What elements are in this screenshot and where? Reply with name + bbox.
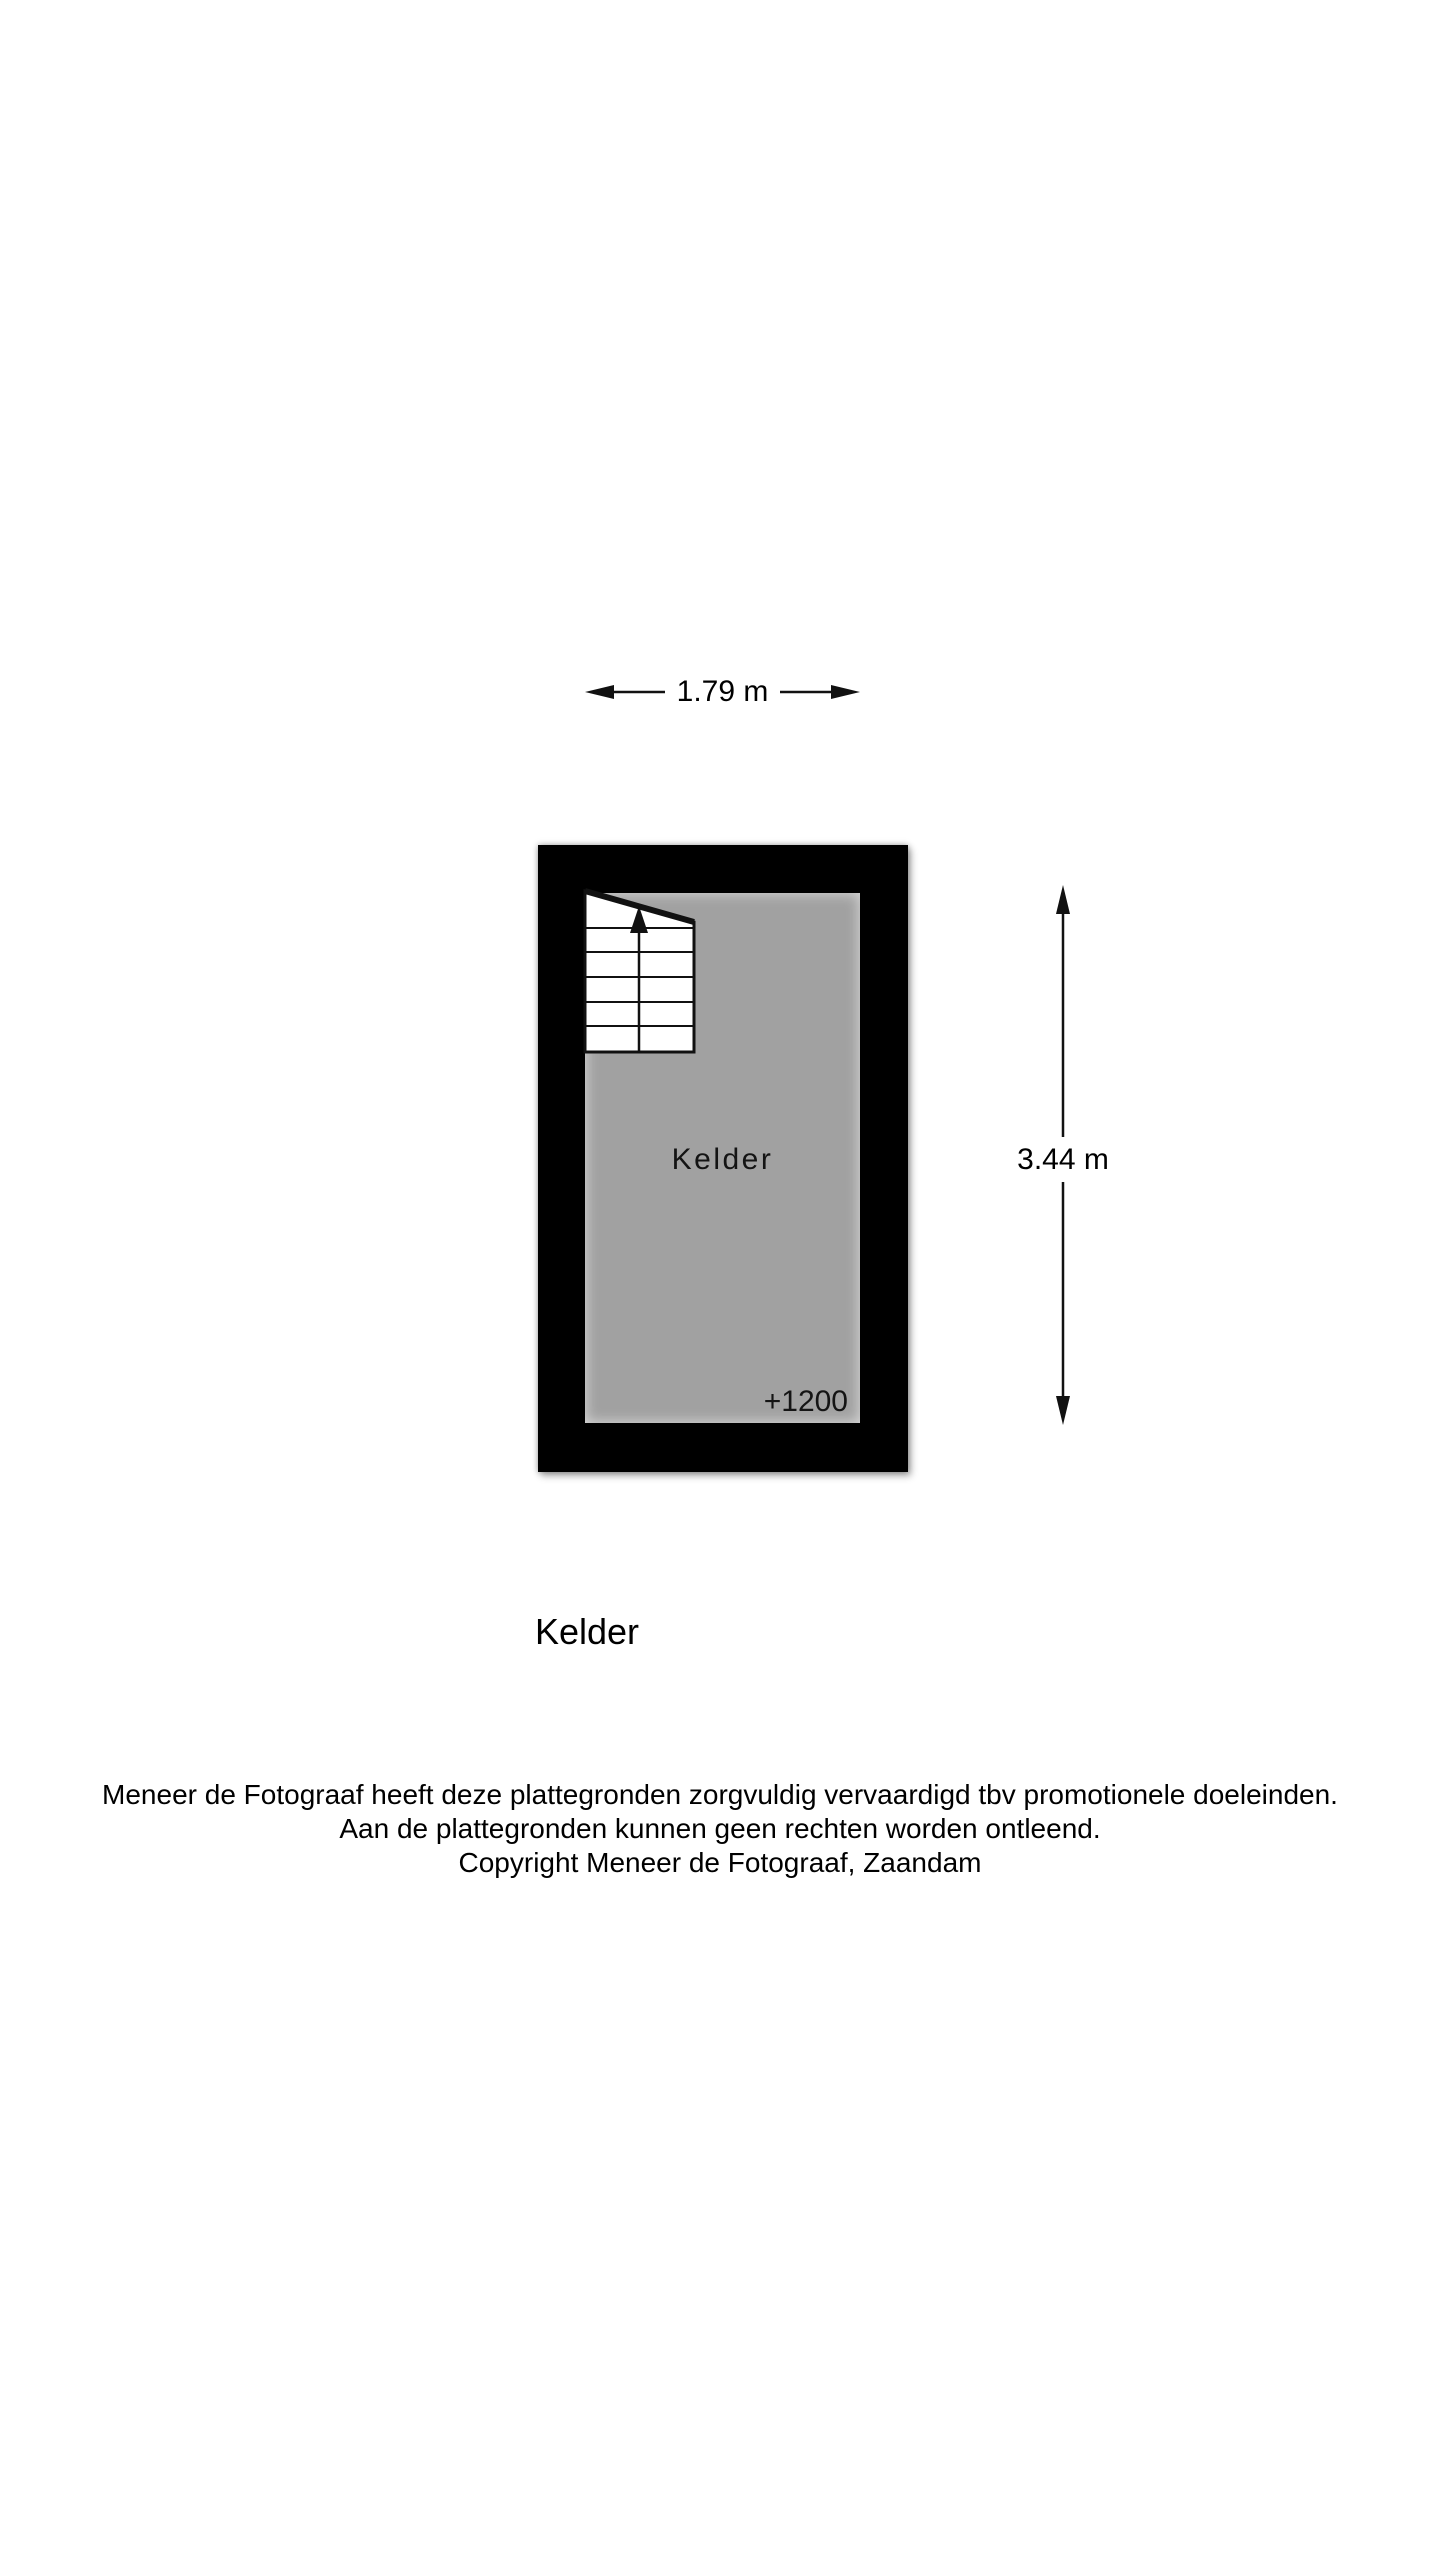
- arrow-up-icon: [1056, 885, 1070, 914]
- disclaimer: [0, 1778, 1440, 1880]
- disclaimer-line: Meneer de Fotograaf heeft deze plattegronden zorgvuldig vervaardigd tbv promotionele doeleinden.: [102, 1779, 1338, 1810]
- disclaimer-line: Aan de plattegronden kunnen geen rechten worden ontleend.: [339, 1813, 1101, 1844]
- level-annotation: +1200: [763, 1385, 848, 1418]
- height-dimension-value: 3.44 m: [1013, 1137, 1113, 1182]
- disclaimer-line: Copyright Meneer de Fotograaf, Zaandam: [458, 1847, 982, 1878]
- arrow-down-icon: [1056, 1396, 1070, 1425]
- width-dimension-label: [585, 672, 860, 712]
- room-name-label: Kelder: [671, 1143, 774, 1176]
- height-dimension-label: [963, 1140, 1163, 1180]
- plan-caption-title: Kelder: [534, 1611, 640, 1652]
- width-dimension-value: 1.79 m: [665, 675, 781, 708]
